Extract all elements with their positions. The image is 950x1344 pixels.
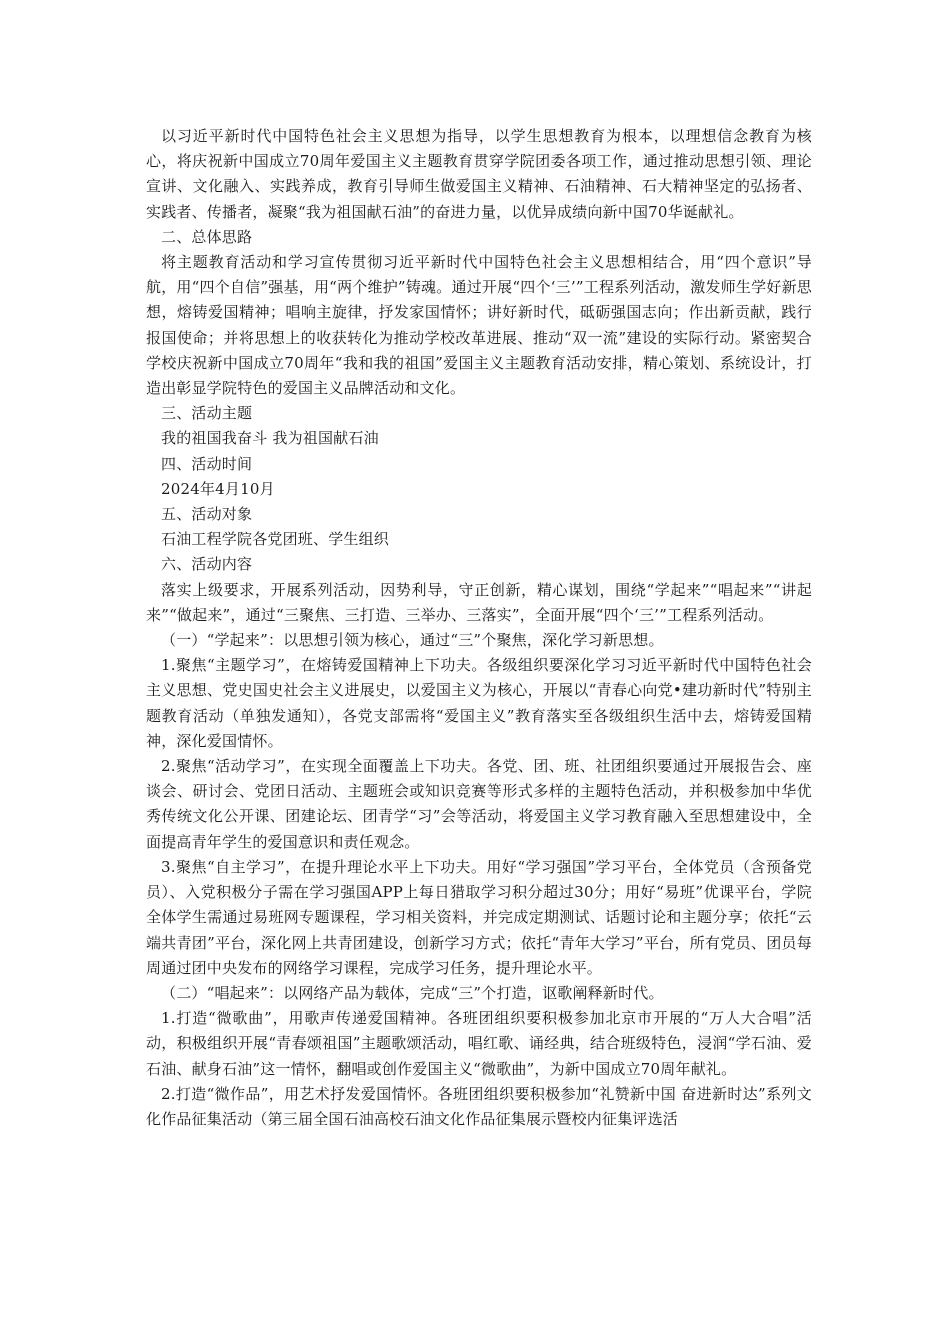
paragraph-overall-approach: 将主题教育活动和学习宣传贯彻习近平新时代中国特色社会主义思想相结合，用“四个意识”导航，用“四个自信”强基，用“两个维护”铸魂。通过开展“四个‘三’”工程系列活动，激发师生学好新思想，熔铸爱国精神；唱响主旋律，抒发家国情怀；讲好新时代，砥砺强国志向；作出新贡献，践行报国使命；并将思想上的收获转化为推动学校改革进展、推动“双一流”建设的实际行动。紧密契合学校庆祝新中国成立70周年“我和我的祖国”爱国主义主题教育活动安排，精心策划、系统设计，打造出彰显学院特色的爱国主义品牌活动和文化。 (146, 253, 812, 398)
paragraph-learn-2: 2.聚焦“活动学习”，在实现全面覆盖上下功夫。各党、团、班、社团组织要通过开展报告会、座谈会、研讨会、党团日活动、主题班会或知识竞赛等形式多样的主题特色活动，并积极参加中华优秀传统文化公开课、团建论坛、团青学“习”会等活动，将爱国主义学习教育融入至思想建设中，全面提高青年学生的爱国意识和责任观念。 (146, 757, 812, 851)
subheading-learn: （一）“学起来”：以思想引领为核心，通过“三”个聚焦，深化学习新思想。 (161, 631, 664, 650)
paragraph-sing-1: 1.打造“微歌曲”，用歌声传递爱国精神。各班团组织要积极参加北京市开展的“万人大合唱”活动，积极组织开展“青春颂祖国”主题歌颂活动，唱红歌、诵经典，结合班级特色，浸润“学石油、爱石油、献身石油”这一情怀，翻唱或创作爱国主义“微歌曲”，为新中国成立70周年献礼。 (146, 1009, 812, 1078)
paragraph-intro: 以习近平新时代中国特色社会主义思想为指导，以学生思想教育为根本，以理想信念教育为核心，将庆祝新中国成立70周年爱国主义主题教育贯穿学院团委各项工作，通过推动思想引领、理论宣讲、文化融入、实践养成，教育引导师生做爱国主义精神、石油精神、石大精神坚定的弘扬者、实践者、传播者，凝聚“我为祖国献石油”的奋进力量，以优异成绩向新中国70华诞献礼。 (146, 127, 812, 221)
subheading-sing: （二）“唱起来”：以网络产品为载体，完成“三”个打造，讴歌阐释新时代。 (161, 983, 664, 1002)
paragraph-learn-1: 1.聚焦“主题学习”，在熔铸爱国精神上下功夫。各级组织要深化学习习近平新时代中国特色社会主义思想、党史国史社会主义进展史，以爱国主义为核心，开展以“青春心向党•建功新时代”特别主题教育活动（单独发通知），各党支部需将“爱国主义”教育落实至各级组织生活中去，熔铸爱国精神，深化爱国情怀。 (146, 656, 812, 750)
document-body (146, 124, 812, 1132)
heading-activity-time: 四、活动时间 (161, 454, 253, 473)
paragraph-activity-target: 石油工程学院各党团班、学生组织 (161, 530, 390, 549)
heading-overall-approach: 二、总体思路 (161, 227, 253, 246)
heading-activity-theme: 三、活动主题 (161, 404, 253, 423)
heading-activity-target: 五、活动对象 (161, 505, 253, 524)
paragraph-activity-theme: 我的祖国我奋斗 我为祖国献石油 (161, 429, 379, 448)
paragraph-activity-time: 2024年4月10月 (161, 479, 275, 498)
heading-activity-content: 六、活动内容 (161, 555, 253, 574)
paragraph-learn-3: 3.聚焦“自主学习”，在提升理论水平上下功夫。用好“学习强国”学习平台，全体党员（含预备党员）、入党积极分子需在学习强国APP上每日猎取学习积分超过30分；用好“易班”优课平台，学院全体学生需通过易班网专题课程，学习相关资料，并完成定期测试、话题讨论和主题分享；依托“云端共青团”平台，深化网上共青团建设，创新学习方式；依托“青年大学习”平台，所有党员、团员每周通过团中央发布的网络学习课程，完成学习任务，提升理论水平。 (146, 857, 812, 977)
paragraph-activity-content: 落实上级要求，开展系列活动，因势利导，守正创新，精心谋划，围绕“学起来”“唱起来”“讲起来”“做起来”，通过“三聚焦、三打造、三举办、三落实”，全面开展“四个‘三’”工程系列活动。 (146, 580, 812, 624)
paragraph-sing-2: 2.打造“微作品”，用艺术抒发爱国情怀。各班团组织要积极参加“礼赞新中国 奋进新时达”系列文化作品征集活动（第三届全国石油高校石油文化作品征集展示暨校内征集评选活 (146, 1084, 812, 1128)
